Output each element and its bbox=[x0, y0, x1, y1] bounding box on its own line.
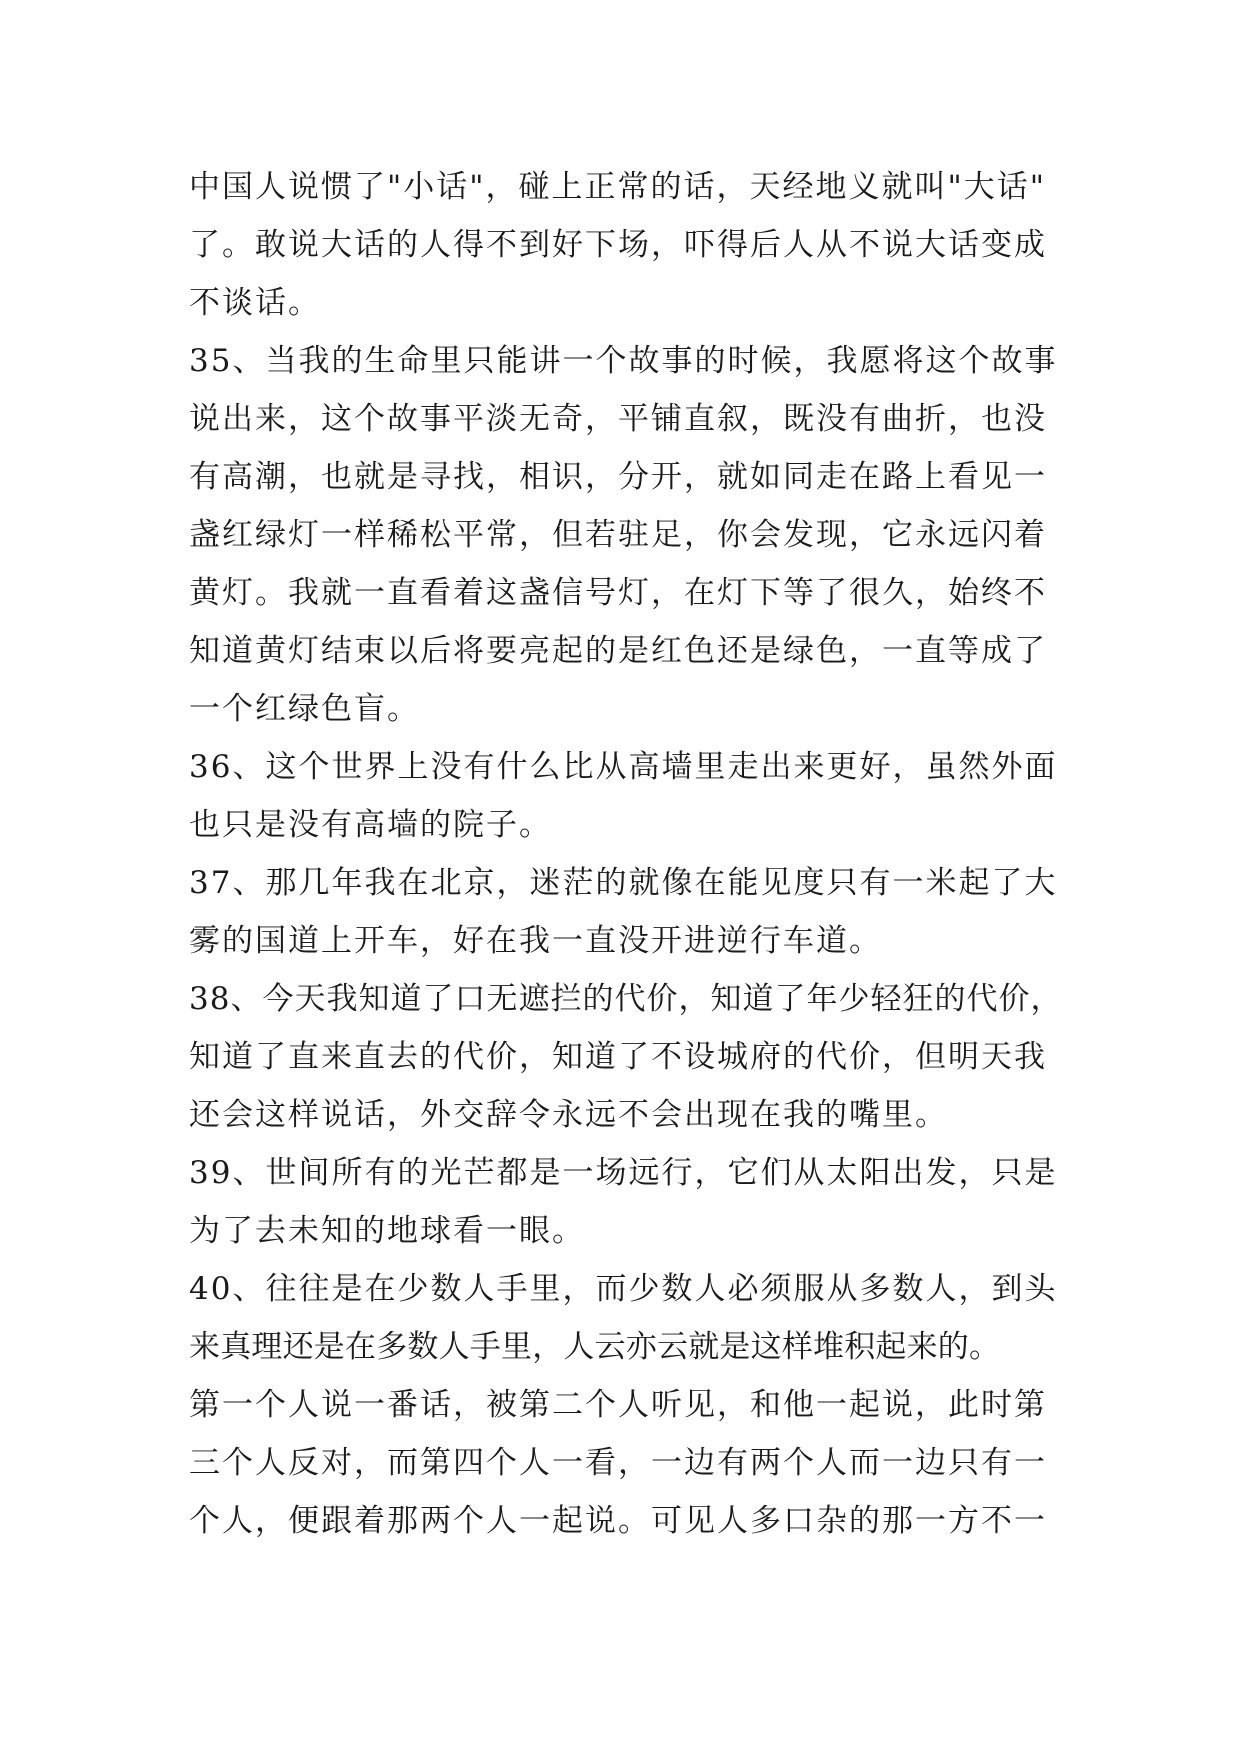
text-line: 个人，便跟着那两个人一起说。可见人多口杂的那一方不一 bbox=[189, 1503, 1047, 1539]
text-line: 知道了直来直去的代价，知道了不设城府的代价，但明天我 bbox=[189, 1039, 1047, 1075]
text-line: 一个红绿色盲。 bbox=[189, 691, 420, 727]
text-line: 35、当我的生命里只能讲一个故事的时候，我愿将这个故事 bbox=[189, 343, 1058, 379]
text-line: 为了去未知的地球看一眼。 bbox=[189, 1213, 585, 1249]
text-line: 36、这个世界上没有什么比从高墙里走出来更好，虽然外面 bbox=[189, 749, 1058, 785]
text-line: 39、世间所有的光芒都是一场远行，它们从太阳出发，只是 bbox=[189, 1155, 1058, 1191]
text-line: 40、往往是在少数人手里，而少数人必须服从多数人，到头 bbox=[189, 1271, 1058, 1307]
text-line: 来真理还是在多数人手里，人云亦云就是这样堆积起来的。 bbox=[189, 1329, 1001, 1365]
text-line: 黄灯。我就一直看着这盏信号灯，在灯下等了很久，始终不 bbox=[189, 575, 1047, 611]
text-line: 三个人反对，而第四个人一看，一边有两个人而一边只有一 bbox=[189, 1445, 1047, 1481]
text-line: 盏红绿灯一样稀松平常，但若驻足，你会发现，它永远闪着 bbox=[189, 517, 1047, 553]
text-line: 不谈话。 bbox=[189, 285, 321, 321]
text-line: 中国人说惯了"小话"，碰上正常的话，天经地义就叫"大话" bbox=[189, 169, 1047, 205]
text-line: 37、那几年我在北京，迷茫的就像在能见度只有一米起了大 bbox=[189, 865, 1058, 901]
text-line: 还会这样说话，外交辞令永远不会出现在我的嘴里。 bbox=[189, 1097, 948, 1133]
text-line: 38、今天我知道了口无遮拦的代价，知道了年少轻狂的代价， bbox=[189, 981, 1063, 1017]
text-line: 第一个人说一番话，被第二个人听见，和他一起说，此时第 bbox=[189, 1387, 1047, 1423]
text-line: 了。敢说大话的人得不到好下场，吓得后人从不说大话变成 bbox=[189, 227, 1047, 263]
text-line: 也只是没有高墙的院子。 bbox=[189, 807, 552, 843]
text-line: 雾的国道上开车，好在我一直没开进逆行车道。 bbox=[189, 923, 882, 959]
text-line: 说出来，这个故事平淡无奇，平铺直叙，既没有曲折，也没 bbox=[189, 401, 1047, 437]
text-line: 有高潮，也就是寻找，相识，分开，就如同走在路上看见一 bbox=[189, 459, 1047, 495]
document-body bbox=[189, 158, 1069, 1550]
text-line: 知道黄灯结束以后将要亮起的是红色还是绿色，一直等成了 bbox=[189, 633, 1047, 669]
